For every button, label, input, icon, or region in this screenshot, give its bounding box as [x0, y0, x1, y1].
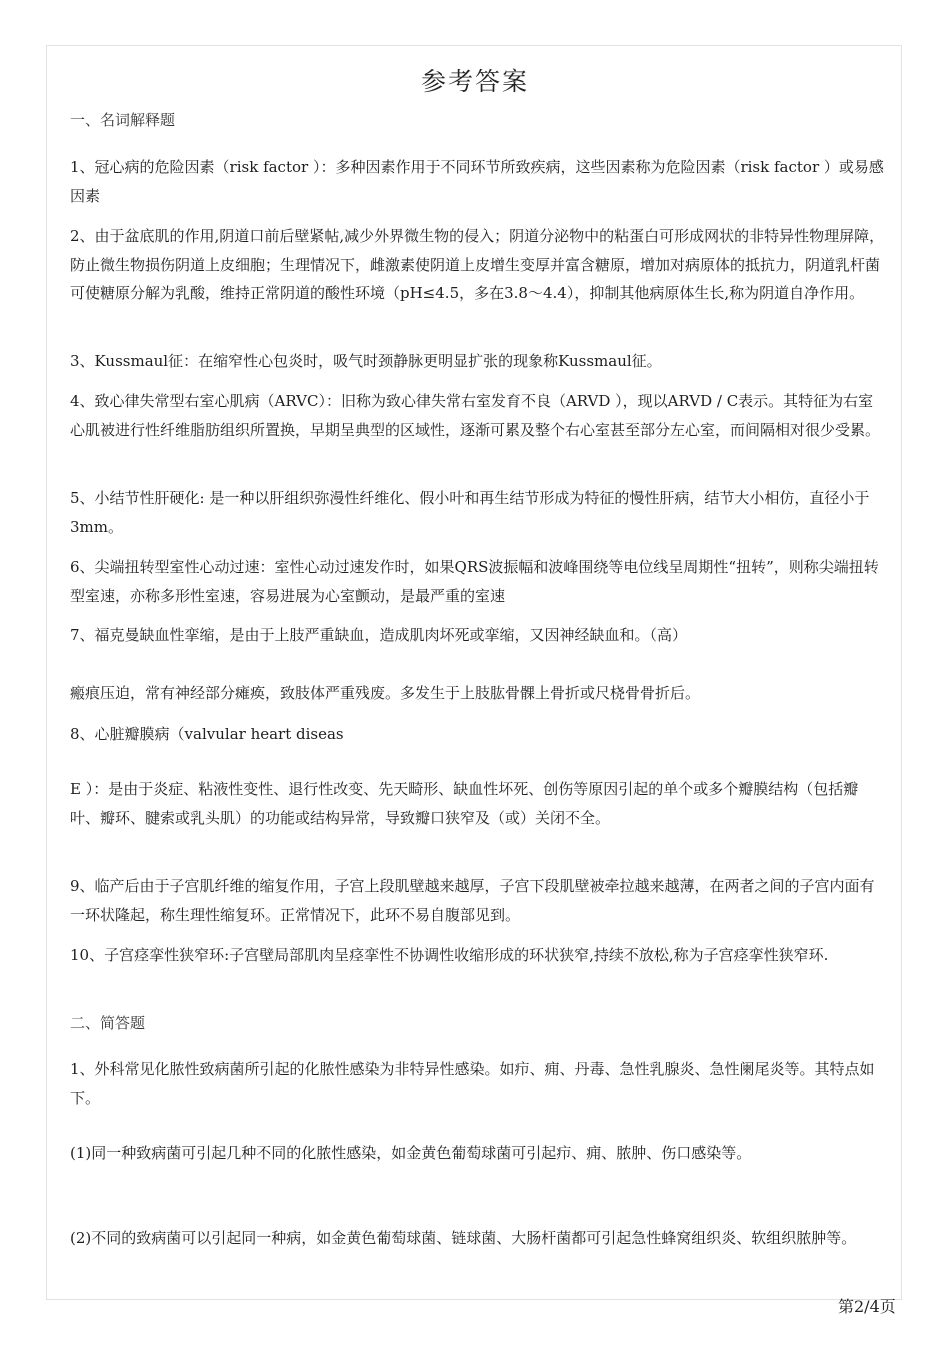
paragraph-3: 3、Kussmaul征：在缩窄性心包炎时，吸气时颈静脉更明显扩张的现象称Kussmaul征。 — [70, 352, 662, 370]
page-number: 第2/4页 — [838, 1297, 896, 1316]
paragraph-7-part-1: 7、福克曼缺血性挛缩，是由于上肢严重缺血，造成肌肉坏死或挛缩，又因神经缺血和。（高） — [70, 626, 688, 644]
paragraph-6: 6、尖端扭转型室性心动过速：室性心动过速发作时，如果QRS波振幅和波峰围绕等电位线呈周期性“扭转”，则称尖端扭转型室速，亦称多形性室速，容易进展为心室颤动，是最严重的室速 — [70, 558, 879, 605]
paragraph-8-part-2: E ）：是由于炎症、粘液性变性、退行性改变、先天畸形、缺血性坏死、创伤等原因引起的单个或多个瓣膜结构（包括瓣叶、瓣环、腱索或乳头肌）的功能或结构异常，导致瓣口狭窄及（或）关闭不全。 — [70, 780, 859, 827]
paragraph-1: 1、冠心病的危险因素（risk factor ）：多种因素作用于不同环节所致疾病，这些因素称为危险因素（risk factor ）或易感因素 — [70, 158, 884, 205]
paragraph-7-part-2: 瘢痕压迫，常有神经部分瘫痪，致肢体严重残废。多发生于上肢肱骨髁上骨折或尺桡骨骨折后。 — [70, 684, 701, 702]
paragraph-9: 9、临产后由于子宫肌纤维的缩复作用，子宫上段肌壁越来越厚，子宫下段肌壁被牵拉越来越薄，在两者之间的子宫内面有一环状隆起，称生理性缩复环。正常情况下，此环不易自腹部见到。 — [70, 877, 875, 924]
paragraph-2: 2、由于盆底肌的作用,阴道口前后壁紧帖,减少外界微生物的侵入；阴道分泌物中的粘蛋白可形成网状的非特异性物理屏障，防止微生物损伤阴道上皮细胞；生理情况下，雌激素使阴道上皮增生变厚并富含糖原，增加对病原体的抵抗力，阴道乳杆菌可使糖原分解为乳酸，维持正常阴道的酸性环境（pH≤4.5，多在3.8～4.4），抑制其他病原体生长,称为阴道自净作用。 — [70, 227, 885, 302]
paragraph-8-part-1: 8、心脏瓣膜病（valvular heart diseas — [70, 725, 344, 743]
paragraph-4: 4、致心律失常型右室心肌病（ARVC）：旧称为致心律失常右室发育不良（ARVD ），现以ARVD / C表示。其特征为右室心肌被进行性纤维脂肪组织所置换，早期呈典型的区域性，逐渐可累及整个右心室甚至部分左心室，而间隔相对很少受累。 — [70, 392, 881, 439]
section-heading-short-answer: 二、简答题 — [70, 1014, 146, 1032]
paragraph-5: 5、小结节性肝硬化: 是一种以肝组织弥漫性纤维化、假小叶和再生结节形成为特征的慢性肝病，结节大小相仿，直径小于3mm。 — [70, 489, 870, 536]
paragraph-10: 10、子宫痉挛性狭窄环:子宫壁局部肌肉呈痉挛性不协调性收缩形成的环状狭窄,持续不放松,称为子宫痉挛性狭窄环. — [70, 946, 829, 964]
section-heading-definitions: 一、名词解释题 — [70, 111, 176, 129]
page-title: 参考答案 — [420, 67, 529, 96]
answer-1: 1、外科常见化脓性致病菌所引起的化脓性感染为非特异性感染。如疖、痈、丹毒、急性乳腺炎、急性阑尾炎等。其特点如下。 — [70, 1060, 875, 1107]
answer-1-point-2: (2)不同的致病菌可以引起同一种病，如金黄色葡萄球菌、链球菌、大肠杆菌都可引起急性蜂窝组织炎、软组织脓肿等。 — [70, 1229, 857, 1247]
answer-1-point-1: (1)同一种致病菌可引起几种不同的化脓性感染，如金黄色葡萄球菌可引起疖、痈、脓肿、伤口感染等。 — [70, 1144, 752, 1162]
